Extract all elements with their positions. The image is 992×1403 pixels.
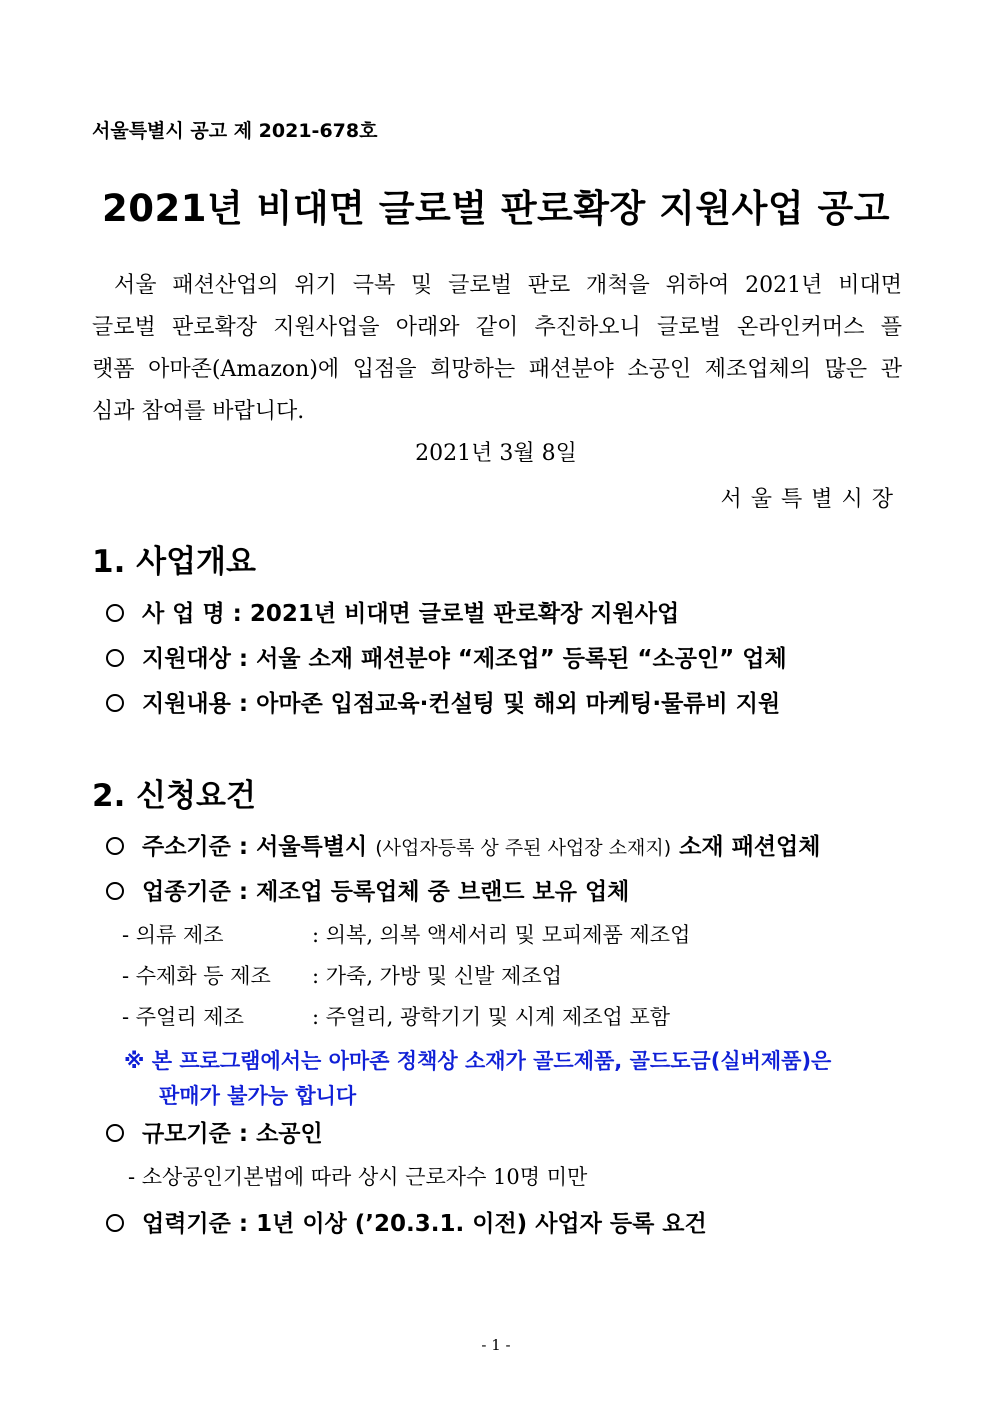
sub-label: - 주얼리 제조 [122,1005,244,1029]
overview-item-text: 지원내용 : 아마존 입점교육·컨설팅 및 해외 마케팅·물류비 지원 [142,691,781,717]
requirement-industry [106,873,629,906]
notice-date: 2021년 3월 8일 [415,441,577,466]
circle-bullet-icon [106,649,124,667]
page-number: - 1 - [481,1336,511,1354]
overview-item-text: 지원대상 : 서울 소재 패션분야 “제조업” 등록된 “소공인” 업체 [142,646,787,672]
page-title: 2021년 비대면 글로벌 판로확장 지원사업 공고 [102,187,890,230]
signer: 서울특별시장 [720,487,902,512]
intro-line: 서울 패션산업의 위기 극복 및 글로벌 판로 개척을 위하여 2021년 비대면 [114,273,902,298]
industry-sub-shoes [122,960,562,990]
intro-line: 심과 참여를 바랍니다. [92,399,305,424]
career-text: 업력기준 : 1년 이상 (’20.3.1. 이전) 사업자 등록 요건 [142,1211,707,1237]
circle-bullet-icon [106,1124,124,1142]
overview-item-target [106,640,787,673]
overview-item-name [106,595,679,628]
industry-sub-jewelry [122,1001,670,1031]
circle-bullet-icon [106,1214,124,1232]
sub-label: - 의류 제조 [122,923,224,947]
section-heading-overview: 1. 사업개요 [92,544,256,580]
address-suffix: 소재 패션업체 [679,834,821,860]
requirement-scale [106,1115,323,1148]
sub-value: : 주얼리, 광학기기 및 시계 제조업 포함 [312,1005,671,1029]
sub-value: : 의복, 의복 액세서리 및 모피제품 제조업 [312,923,691,947]
policy-note-line-2: 판매가 불가능 합니다 [159,1084,357,1108]
industry-text: 업종기준 : 제조업 등록업체 중 브랜드 보유 업체 [142,879,630,905]
sub-value: : 가죽, 가방 및 신발 제조업 [312,964,562,988]
intro-paragraph [92,265,902,433]
scale-text: 규모기준 : 소공인 [142,1121,323,1147]
intro-line: 랫폼 아마존(Amazon)에 입점을 희망하는 패션분야 소공인 제조업체의 많은 관 [92,357,902,382]
circle-bullet-icon [106,882,124,900]
notice-number: 서울특별시 공고 제 2021-678호 [92,120,378,142]
circle-bullet-icon [106,837,124,855]
requirement-address [106,828,821,861]
requirement-career [106,1205,707,1238]
overview-item-content [106,685,780,718]
section-heading-requirements: 2. 신청요건 [92,778,256,814]
scale-sub: - 소상공인기본법에 따라 상시 근로자수 10명 미만 [128,1165,588,1189]
intro-line: 글로벌 판로확장 지원사업을 아래와 같이 추진하오니 글로벌 온라인커머스 플 [92,315,902,340]
industry-sub-clothing [122,919,690,949]
circle-bullet-icon [106,604,124,622]
policy-note-line-1: ※ 본 프로그램에서는 아마존 정책상 소재가 골드제품, 골드도금(실버제품)은 [124,1049,832,1073]
overview-item-text: 사 업 명 : 2021년 비대면 글로벌 판로확장 지원사업 [142,601,680,627]
circle-bullet-icon [106,694,124,712]
address-paren: (사업자등록 상 주된 사업장 소재지) [375,837,672,859]
address-prefix: 주소기준 : 서울특별시 [142,834,368,860]
sub-label: - 수제화 등 제조 [122,964,271,988]
